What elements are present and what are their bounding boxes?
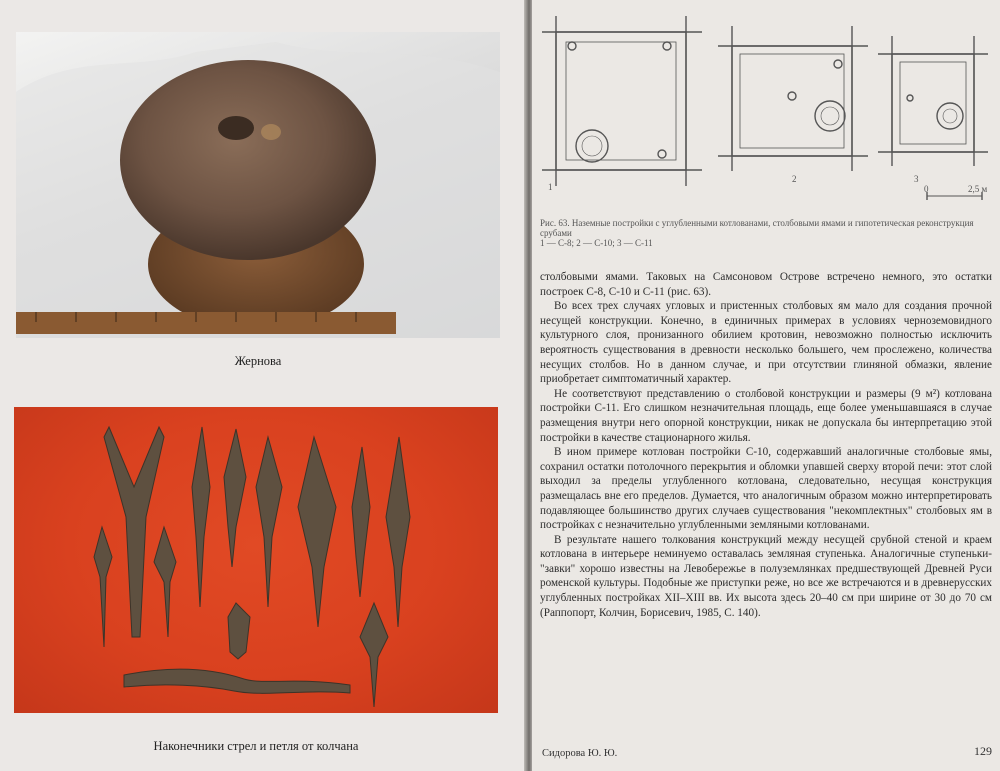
arrowhead — [360, 603, 388, 707]
paragraph: В результате нашего толкования конструкций между несущей срубной стеной и краем котлована в интерьере неминуемо оставалась земляная ступенька. Аналогичные ступеньки-"завки" хорошо известны на Левобережье в полуземлянках предшествующей Древней Руси роменской культуры. Подобные же приступки реже, но все же встречаются и в древнерусских углубленных постройках XII–XIII вв. Их высота здесь 20–40 см при ширине от 30 до 70 см (Раппопорт, Колчин, Борисевич, 1985, С. 140). — [540, 533, 992, 619]
page-number: 129 — [974, 744, 992, 758]
arrowhead — [154, 527, 176, 637]
paragraph: столбовыми ямами. Таковых на Самсоновом Острове встречено немного, это остатки построек С-8, С-10 и С-11 (рис. 63). — [540, 271, 992, 298]
plan-1 — [556, 32, 686, 170]
plan-label-2: 2 — [792, 174, 797, 184]
arrowhead — [94, 527, 112, 647]
millstones-image — [16, 32, 500, 338]
arrowhead — [192, 427, 210, 607]
figure-caption-line: Рис. 63. Наземные постройки с углубленными котлованами, столбовыми ямами и гипотетическая реконструкция срубами — [540, 218, 974, 238]
scale-label-start: 0 — [924, 184, 929, 194]
scale-label-end: 2,5 м — [968, 184, 988, 194]
paragraph: Во всех трех случаях угловых и пристенных столбовых ям мало для создания прочной несущей конструкции. Конечно, в единичных примерах в условиях черноземовидного культурного слоя, пронизанного обилием кротовин, невозможно полностью исключить вероятность существования в древности несколько большего, чем прослежено, количества несущих столбов. Но в данном случае, и при отсутствии глиняной обмазки, явление приобретает симптоматичный характер. — [540, 300, 992, 386]
footer-author: Сидорова Ю. Ю. — [542, 748, 618, 759]
arrowheads-photo — [14, 407, 498, 713]
plan-label-1: 1 — [548, 182, 553, 192]
arrowhead — [228, 603, 250, 659]
body-text — [540, 270, 992, 620]
arrowheads-image — [14, 407, 498, 713]
quiver-loop — [124, 669, 350, 693]
arrowhead — [352, 447, 370, 597]
paragraph: В ином примере котлован постройки С-10, содержавший аналогичные столбовые ямы, сохранил остатки потолочного перекрытия и обломки упавшей сверху второй печи: этот слой выходил за пределы углубленного котлована, следовательно, несущая конструкция размещалась вне его пределов. Думается, что аналогичным образом можно интерпретировать подавляющее большинство других случаев существования "некомплектных" столбовых ям в постройках с незначительно углубленными земляными котлованами. — [540, 446, 992, 532]
millstones-photo — [16, 32, 500, 338]
forked-arrowhead — [104, 427, 164, 637]
measuring-ruler — [16, 312, 396, 334]
paragraph: Не соответствуют представлению о столбовой конструкции и размеры (9 м²) котлована постройки С-11. Его слишком незначительная площадь, еще более уменьшавшаяся в случае размещения внутри него опорной конструкции, никак не допускала бы интерпретацию этой постройки в качестве стационарного жилья. — [540, 387, 992, 444]
arrowhead — [224, 429, 246, 567]
arrowhead — [386, 437, 410, 627]
arrowhead — [298, 437, 336, 627]
figure-caption-line: 1 — С-8; 2 — С-10; 3 — С-11 — [540, 238, 653, 248]
plan-3 — [892, 54, 974, 152]
arrowheads-caption: Наконечники стрел и петля от колчана — [153, 739, 359, 753]
millstones-caption: Жернова — [234, 354, 282, 368]
figure-caption — [540, 218, 992, 248]
plan-label-3: 3 — [914, 174, 919, 184]
right-page — [532, 0, 1000, 771]
upper-millstone — [120, 60, 376, 260]
building-plans-figure — [542, 6, 992, 216]
arrowhead — [256, 437, 282, 607]
